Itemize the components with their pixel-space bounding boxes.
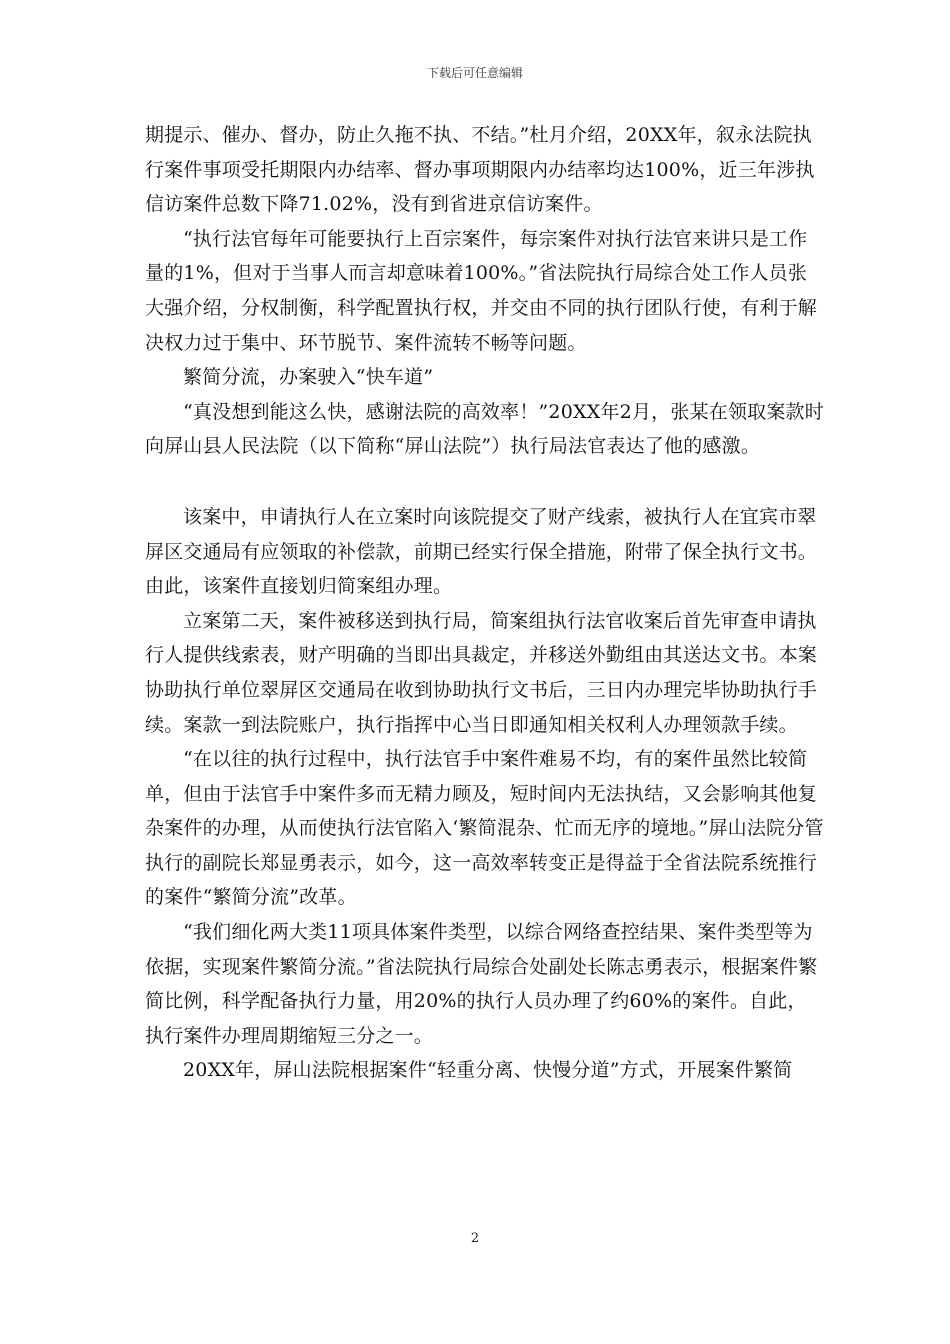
paragraph: “我们细化两大类11项具体案件类型，以综合网络查控结果、案件类型等为依据，实现案件繁简分流。”省法院执行局综合处副处长陈志勇表示，根据案件繁简比例，科学配备执行力量，用20%的执行人员办理了约60%的案件。自此，执行案件办理周期缩短三分之一。 — [145, 921, 818, 1047]
paragraph: 20XX年，屏山法院根据案件“轻重分离、快慢分道”方式，开展案件繁简 — [183, 1059, 793, 1082]
paragraph: “真没想到能这么快，感谢法院的高效率！”20XX年2月，张某在领取案款时向屏山县人民法院（以下简称“屏山法院”）执行局法官表达了他的感激。 — [145, 400, 824, 458]
paragraph: “在以往的执行过程中，执行法官手中案件难易不均，有的案件虽然比较简单，但由于法官手中案件多而无精力顾及，短时间内无法执结，又会影响其他复杂案件的办理，从而使执行法官陷入‘繁简混杂、忙而无序的境地。”屏山法院分管执行的副院长郑显勇表示，如今，这一高效率转变正是得益于全省法院系统推行的案件“繁简分流”改革。 — [145, 748, 824, 909]
page-header: 下载后可任意编辑 — [426, 66, 523, 80]
paragraph: 该案中，申请执行人在立案时向该院提交了财产线索，被执行人在宜宾市翠屏区交通局有应领取的补偿款，前期已经实行保全措施，附带了保全执行文书。由此，该案件直接划归简案组办理。 — [145, 505, 818, 598]
paragraph: 立案第二天，案件被移送到执行局，简案组执行法官收案后首先审查申请执行人提供线索表，财产明确的当即出具裁定，并移送外勤组由其送达文书。本案协助执行单位翠屏区交通局在收到协助执行文书后，三日内办理完毕协助执行手续。案款一到法院账户，执行指挥中心当日即通知相关权利人办理领款手续。 — [145, 609, 818, 736]
section-heading: 繁简分流，办案驶入“快车道” — [183, 366, 434, 389]
document-body — [145, 118, 825, 1088]
page-number: 2 — [470, 1231, 480, 1246]
paragraph-gap — [145, 464, 825, 500]
paragraph: 期提示、催办、督办，防止久拖不执、不结。”杜月介绍，20XX年，叙永法院执行案件事项受托期限内办结率、督办事项期限内办结率均达100%，近三年涉执信访案件总数下降71.02%，没有到省进京信访案件。 — [145, 124, 815, 216]
paragraph: “执行法官每年可能要执行上百宗案件，每宗案件对执行法官来讲只是工作量的1%，但对于当事人而言却意味着100%。”省法院执行局综合处工作人员张大强介绍，分权制衡，科学配置执行权，并交由不同的执行团队行使，有利于解决权力过于集中、环节脱节、案件流转不畅等问题。 — [145, 227, 818, 354]
